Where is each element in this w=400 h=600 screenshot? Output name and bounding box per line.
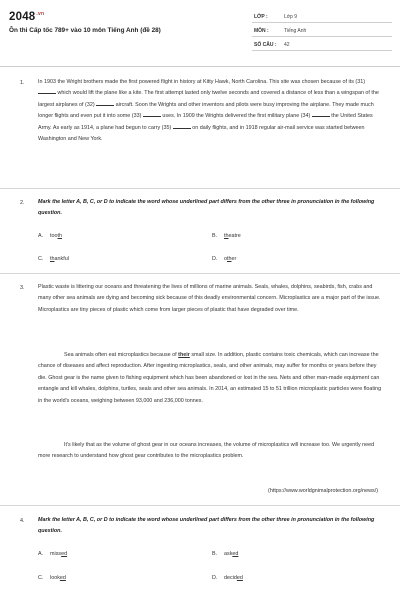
blank-35 bbox=[173, 124, 191, 129]
meta-row-class: LỚP : Lớp 9 bbox=[252, 12, 392, 23]
question-1-number: 1. bbox=[20, 80, 25, 86]
question-3-paragraph-1: Plastic waste is littering our oceans and threatening the lives of millions of marine animals. Seals, whales, dolphins, seabirds, fish, crabs and many other sea animals are dying and becoming sick because of this deadly environmental concern. Microplastics are a major part of the issue. Microplastics are tiny pieces of plastic which come from larger pieces of plastic that have degraded over time. bbox=[38, 284, 381, 313]
highlighted-word: their bbox=[178, 352, 190, 358]
meta-row-subject: MÔN : Tiếng Anh bbox=[252, 26, 392, 37]
meta-row-count: SỐ CÂU : 42 bbox=[252, 40, 392, 51]
source-citation: (https://www.worldgnimalprotection.org/news/) bbox=[268, 488, 378, 494]
question-3-number: 3. bbox=[20, 285, 25, 291]
site-logo[interactable]: $2048^{.vn}$ bbox=[9, 11, 45, 23]
question-divider bbox=[0, 505, 400, 506]
blank-34 bbox=[312, 112, 330, 117]
blank-31 bbox=[38, 89, 56, 94]
question-1-passage: In 1903 the Wright brothers made the first powered flight in history at Kitty Hawk, North Carolina. This site was chosen because of its (31) which would lift the plane like a kite. The first attempt lasted only twelve seconds and covered a distance of less than a wingspan of the largest airplanes of (32) aircraft. Soon the Wrights and other inventors and pilots were busy improving the airplane. They made much longer flights and even put it into some (33) uses. In 1909 the Wrights delivered the first military plane (34) the United States Army. As early as 1914, a plane had begun to carry (35) on daily flights, and in 1918 regular air-mail service was started between Washington and New York. bbox=[38, 79, 379, 143]
q2-option-a[interactable]: A. tooth bbox=[38, 233, 62, 239]
q4-option-c[interactable]: C. looked bbox=[38, 575, 66, 581]
question-divider bbox=[0, 188, 400, 189]
exam-title: Ôn thi Cấp tốc 789+ vào 10 môn Tiếng Anh (đề 28) bbox=[9, 27, 161, 34]
q2-option-d[interactable]: D. other bbox=[212, 256, 237, 262]
q2-option-b[interactable]: B. theatre bbox=[212, 233, 241, 239]
question-4-instruction: Mark the letter A, B, C, or D to indicate the word whose underlined part differs from the other three in pronunciation in the following question. bbox=[38, 517, 375, 535]
question-4-number: 4. bbox=[20, 518, 25, 524]
q2-option-c[interactable]: C. thankful bbox=[38, 256, 69, 262]
page-header bbox=[0, 0, 400, 66]
header-divider bbox=[0, 66, 400, 67]
question-divider bbox=[0, 273, 400, 274]
blank-33 bbox=[143, 112, 161, 117]
q4-option-a[interactable]: A. missed bbox=[38, 551, 68, 557]
question-3-paragraph-3: It's likely that as the volume of ghost gear in our oceans increases, the volume of microplastics will increase too. We urgently need more research to understand how ghost gear contributes to the microplastics problem. bbox=[38, 442, 375, 460]
q4-option-b[interactable]: B. asked bbox=[212, 551, 239, 557]
question-2-number: 2. bbox=[20, 200, 25, 206]
q4-option-d[interactable]: D. decided bbox=[212, 575, 243, 581]
blank-32 bbox=[96, 101, 114, 106]
question-2-instruction: Mark the letter A, B, C, or D to indicate the word whose underlined part differs from the other three in pronunciation in the following question. bbox=[38, 199, 375, 217]
question-3-paragraph-2: Sea animals often eat microplastics because of their small size. In addition, plastic contains toxic chemicals, which can increase the chance of diseases and affect reproduction. After ingesting microplastics, seals, and other animals, may suffer for months or years before they die. Ghost gear is the name given to fishing equipment which has been abandoned or lost in the sea. Nets and other man-made equipment can entangle and kill whales, dolphins, turtles, seals and other sea animals. In 2014, an estimated 15 to 51 trillion microplastic particles were floating in the world's oceans, weighing between 93,000 and 236,000 tonnes. bbox=[38, 352, 382, 404]
